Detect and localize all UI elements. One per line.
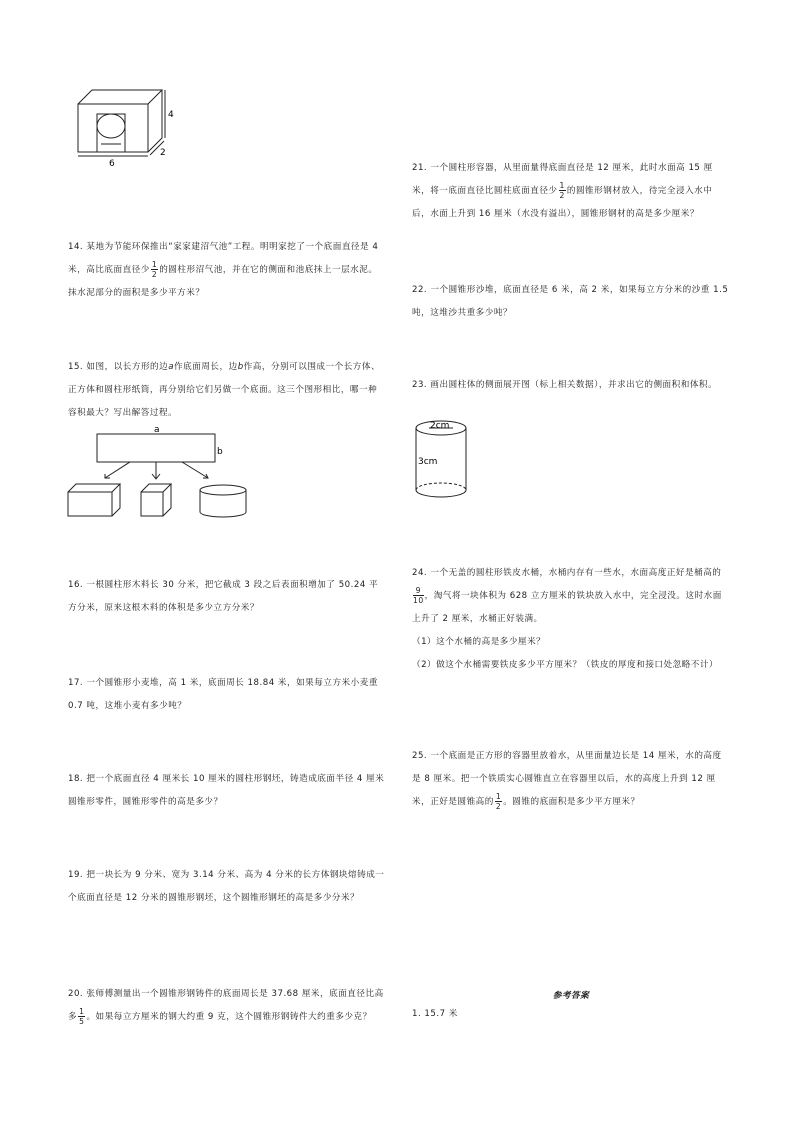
answers-title: 参考答案 bbox=[552, 991, 590, 1001]
q20-text-pre: 20. 张师傅测量出一个圆锥形钢铸件的底面周长是 37.68 厘米，底面直径比高多 bbox=[68, 989, 384, 1022]
q23-text: 23. 画出圆柱体的侧面展开图（标上相关数据），并求出它的侧面积和体积。 bbox=[412, 380, 718, 390]
question-25 bbox=[412, 745, 730, 814]
question-23 bbox=[412, 374, 730, 397]
q22-text: 22. 一个圆锥形沙堆，底面直径是 6 米，高 2 米，如果每立方分米的沙重 1.5 吨，这堆沙共重多少吨？ bbox=[412, 285, 729, 318]
q20-text-post: 。如果每立方厘米的钢大约重 9 克，这个圆锥形钢铸件大约重多少克？ bbox=[86, 1012, 372, 1022]
q24-text-post: ，淘气将一块体积为 628 立方厘米的铁块放入水中，完全浸没。这时水面上升了 2 厘米，水桶正好装满。 bbox=[412, 591, 722, 624]
q14-text-pre: 14. 某地为节能环保推出“家家建沼气池”工程。明明家挖了一个底面直径是 4 米，高比底面直径少 bbox=[68, 242, 379, 275]
frac-num: 1 bbox=[559, 181, 565, 190]
q25-text-pre: 25. 一个底面是正方形的容器里放着水，从里面量边长是 14 厘米，水的高度是 8 厘米。把一个铁质实心圆锥直立在容器里以后，水的高度上升到 12 厘米，正好是圆锥高的 bbox=[412, 751, 722, 807]
side-a-label: a bbox=[154, 425, 160, 435]
q15-text-2: 作底面周长，边 bbox=[174, 362, 238, 372]
height-label: 3cm bbox=[418, 457, 438, 467]
question-19 bbox=[68, 864, 386, 910]
q19-text: 19. 把一块长为 9 分米、宽为 3.14 分米、高为 4 分米的长方体钢块熔铸成一个底面直径是 12 分米的圆锥形钢坯，这个圆锥形钢坯的高是多少分米？ bbox=[68, 870, 385, 903]
question-20 bbox=[68, 983, 386, 1029]
height-label: 4 bbox=[168, 110, 174, 120]
q18-text: 18. 把一个底面直径 4 厘米长 10 厘米的圆柱形钢坯，铸造成底面半径 4 厘米圆锥形零件，圆锥形零件的高是多少？ bbox=[68, 774, 385, 807]
q24-sub-2: （2）做这个水桶需要铁皮多少平方厘米？（铁皮的厚度和接口处忽略不计） bbox=[412, 660, 719, 670]
box-with-hole-figure bbox=[68, 80, 188, 175]
q17-text: 17. 一个圆锥形小麦堆，高 1 米，底面周长 18.84 米，如果每立方米小麦重 0.7 吨，这堆小麦有多少吨？ bbox=[68, 678, 378, 711]
q15-text-1: 15. 如图，以长方形的边 bbox=[68, 362, 169, 372]
q15-var-a: a bbox=[168, 362, 175, 372]
question-16 bbox=[68, 574, 386, 620]
q24-text-pre: 24. 一个无盖的圆柱形铁皮水桶，水桶内存有一些水，水面高度正好是桶高的 bbox=[412, 568, 722, 578]
fraction bbox=[413, 586, 424, 605]
answer-1: 1. 15.7 米 bbox=[412, 1009, 458, 1019]
q25-text-post: 。圆锥的底面积是多少平方厘米？ bbox=[503, 797, 640, 807]
width-label: 6 bbox=[109, 159, 115, 169]
fraction bbox=[559, 181, 566, 200]
q21-text-post: 的圆锥形钢材放入，待完全浸入水中后，水面上升到 16 厘米（水没有溢出），圆锥形钢材的高是多少厘米？ bbox=[412, 186, 713, 219]
fraction bbox=[78, 1007, 85, 1026]
question-22 bbox=[412, 279, 730, 325]
question-21 bbox=[412, 157, 730, 226]
diameter-label: 2cm bbox=[430, 421, 450, 431]
frac-den: 10 bbox=[413, 596, 424, 605]
q16-text: 16. 一根圆柱形木料长 30 分米，把它截成 3 段之后表面积增加了 50.24 平方分米，原来这根木料的体积是多少立方分米？ bbox=[68, 580, 379, 613]
question-17 bbox=[68, 672, 386, 718]
cylinder-figure bbox=[412, 418, 482, 500]
question-14 bbox=[68, 236, 386, 305]
frac-num: 1 bbox=[79, 1007, 85, 1016]
frac-den: 2 bbox=[495, 802, 502, 811]
q15-text-3: 作高，分别可以围成一个长方体、正方体和圆柱形纸筒，再分别给它们另做一个底面。这三个图形相比，哪一种容积最大？写出解答过程。 bbox=[68, 362, 381, 418]
rectangle-to-solids-figure bbox=[60, 422, 260, 522]
frac-num: 9 bbox=[413, 586, 424, 596]
q21-text-pre: 21. 一个圆柱形容器，从里面量得底面直径是 12 厘米，此时水面高 15 厘米，将一底面直径比圆柱底面直径少 bbox=[412, 163, 713, 196]
frac-den: 2 bbox=[559, 191, 565, 200]
depth-label: 2 bbox=[160, 148, 166, 158]
question-24 bbox=[412, 562, 730, 677]
frac-num: 1 bbox=[495, 792, 502, 801]
fraction bbox=[495, 792, 502, 811]
frac-den: 2 bbox=[151, 270, 158, 279]
question-18 bbox=[68, 768, 386, 814]
fraction bbox=[151, 260, 158, 279]
frac-den: 5 bbox=[79, 1017, 85, 1026]
q24-sub-1: （1）这个水桶的高是多少厘米？ bbox=[412, 637, 546, 647]
frac-num: 1 bbox=[151, 260, 158, 269]
q14-text-post: 的圆柱形沼气池，并在它的侧面和池底抹上一层水泥。抹水泥部分的面积是多少平方米？ bbox=[68, 265, 378, 298]
q15-var-b: b bbox=[237, 362, 244, 372]
question-15 bbox=[68, 356, 386, 425]
side-b-label: b bbox=[217, 447, 223, 457]
